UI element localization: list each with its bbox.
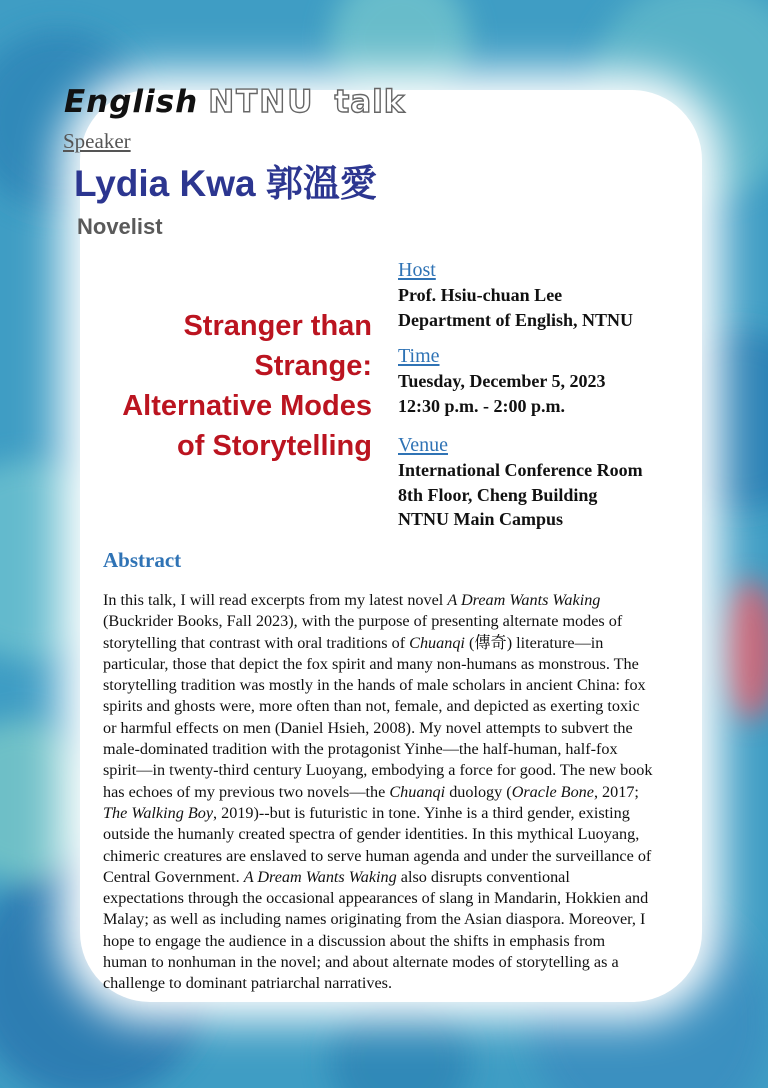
abstract-text-run: outside the humanly created spectra of gender identities. In this mythical Luoyang, [103, 825, 640, 844]
venue-block [398, 433, 738, 532]
abstract-line [103, 654, 695, 675]
abstract-text-run: has echoes of my previous two novels—the [103, 782, 390, 801]
abstract-line [103, 782, 695, 803]
abstract-line [103, 824, 695, 845]
abstract-heading: Abstract [103, 548, 182, 572]
talk-title [52, 306, 372, 466]
abstract-italic-run: A Dream Wants Waking [447, 591, 601, 609]
talk-title-line: of Storytelling [177, 430, 372, 462]
abstract-line [103, 846, 695, 867]
abstract-text-run: or harmful effects on men (Daniel Hsieh, 2008). My novel attempts to subvert the [103, 718, 633, 737]
host-label: Host [398, 259, 436, 281]
abstract-text-run: male-dominated tradition with the protagonist Yinhe—the half-human, half-fox [103, 740, 618, 759]
abstract-line [103, 718, 695, 739]
abstract-italic-run: The Walking Boy [103, 803, 213, 822]
host-name: Prof. Hsiu-chuan Lee [398, 285, 563, 305]
logo-word-english: English [64, 84, 199, 120]
time-hours: 12:30 p.m. - 2:00 p.m. [398, 395, 565, 416]
speaker-name: Lydia Kwa 郭溫愛 [74, 163, 377, 204]
time-block [398, 344, 738, 418]
abstract-line [103, 633, 695, 654]
abstract-line [103, 931, 695, 952]
abstract-italic-run: Oracle Bone [511, 782, 594, 801]
abstract-text-run: storytelling that contrast with oral traditions of [103, 633, 410, 652]
abstract-text-run: spirit—in twenty-third century Luoyang, embodying a force for good. The new book [103, 761, 653, 780]
abstract-italic-run: Chuanqi [389, 782, 446, 801]
abstract-body [103, 590, 695, 995]
abstract-text-run: also disrupts conventional [396, 867, 570, 886]
abstract-line [103, 611, 695, 632]
abstract-text-run: , 2017; [593, 782, 639, 801]
abstract-italic-run: A Dream Wants Waking [243, 867, 397, 886]
abstract-text-run: Central Government. [103, 867, 244, 886]
abstract-line [103, 590, 695, 611]
abstract-line [103, 952, 695, 973]
talk-title-line: Alternative Modes [122, 390, 372, 422]
abstract-line [103, 803, 695, 824]
abstract-text-run: duology ( [445, 782, 512, 801]
venue-room: International Conference Room [398, 460, 643, 480]
abstract-text-run: (傳奇) literature—in [464, 633, 604, 652]
speaker-role: Novelist [77, 214, 163, 239]
venue-campus: NTNU Main Campus [398, 509, 564, 529]
logo-word-ntnu: NTNU [208, 84, 315, 120]
abstract-line [103, 760, 695, 781]
abstract-line [103, 888, 695, 909]
abstract-line [103, 675, 695, 696]
abstract-text-run: chimeric creatures are enslaved to serve human agenda and under the surveillance of [103, 846, 652, 865]
talk-title-line: Strange: [254, 350, 372, 382]
abstract-text-run: hope to engage the audience in a discussion about the shifts in emphasis from [103, 931, 606, 950]
abstract-text-run: particular, those that depict the fox spirit and many non-humans as monstrous. The [103, 654, 639, 673]
abstract-line [103, 973, 695, 994]
abstract-text-run: spirits and ghosts were, more often than not, female, and depicted as exerting toxic [103, 697, 640, 716]
host-block [398, 258, 738, 332]
abstract-text-run: human to nonhuman in the novel; and about alternate modes of storytelling as a [103, 953, 619, 972]
abstract-line [103, 867, 695, 888]
venue-floor: 8th Floor, Cheng Building [398, 484, 598, 505]
abstract-italic-run: Chuanqi [409, 633, 465, 652]
abstract-text-run: In this talk, I will read excerpts from my latest novel [103, 591, 448, 609]
abstract-line [103, 909, 695, 930]
host-department: Department of English, NTNU [398, 309, 634, 330]
speaker-label: Speaker [63, 129, 131, 153]
abstract-text-run: (Buckrider Books, Fall 2023), with the purpose of presenting alternate modes of [103, 612, 623, 631]
logo-word-talk: talk [334, 84, 406, 120]
abstract-text-run: expectations through the occasional appearances of slang in Mandarin, Hokkien and [103, 889, 649, 908]
abstract-text-run: storytelling tradition was mostly in the hands of male scholars in ancient China: fox [103, 676, 646, 695]
venue-label: Venue [398, 434, 448, 456]
time-date: Tuesday, December 5, 2023 [398, 371, 606, 391]
time-label: Time [398, 345, 440, 367]
abstract-line [103, 739, 695, 760]
talk-title-line: Stranger than [183, 310, 372, 342]
series-logo [64, 82, 405, 122]
abstract-text-run: Malay; as well as including names originating from the Asian diaspora. Moreover, I [103, 910, 646, 929]
abstract-text-run: , 2019)--but is futuristic in tone. Yinhe is a third gender, existing [213, 803, 630, 822]
abstract-text-run: challenge to dominant patriarchal narratives. [103, 974, 393, 993]
abstract-line [103, 696, 695, 717]
